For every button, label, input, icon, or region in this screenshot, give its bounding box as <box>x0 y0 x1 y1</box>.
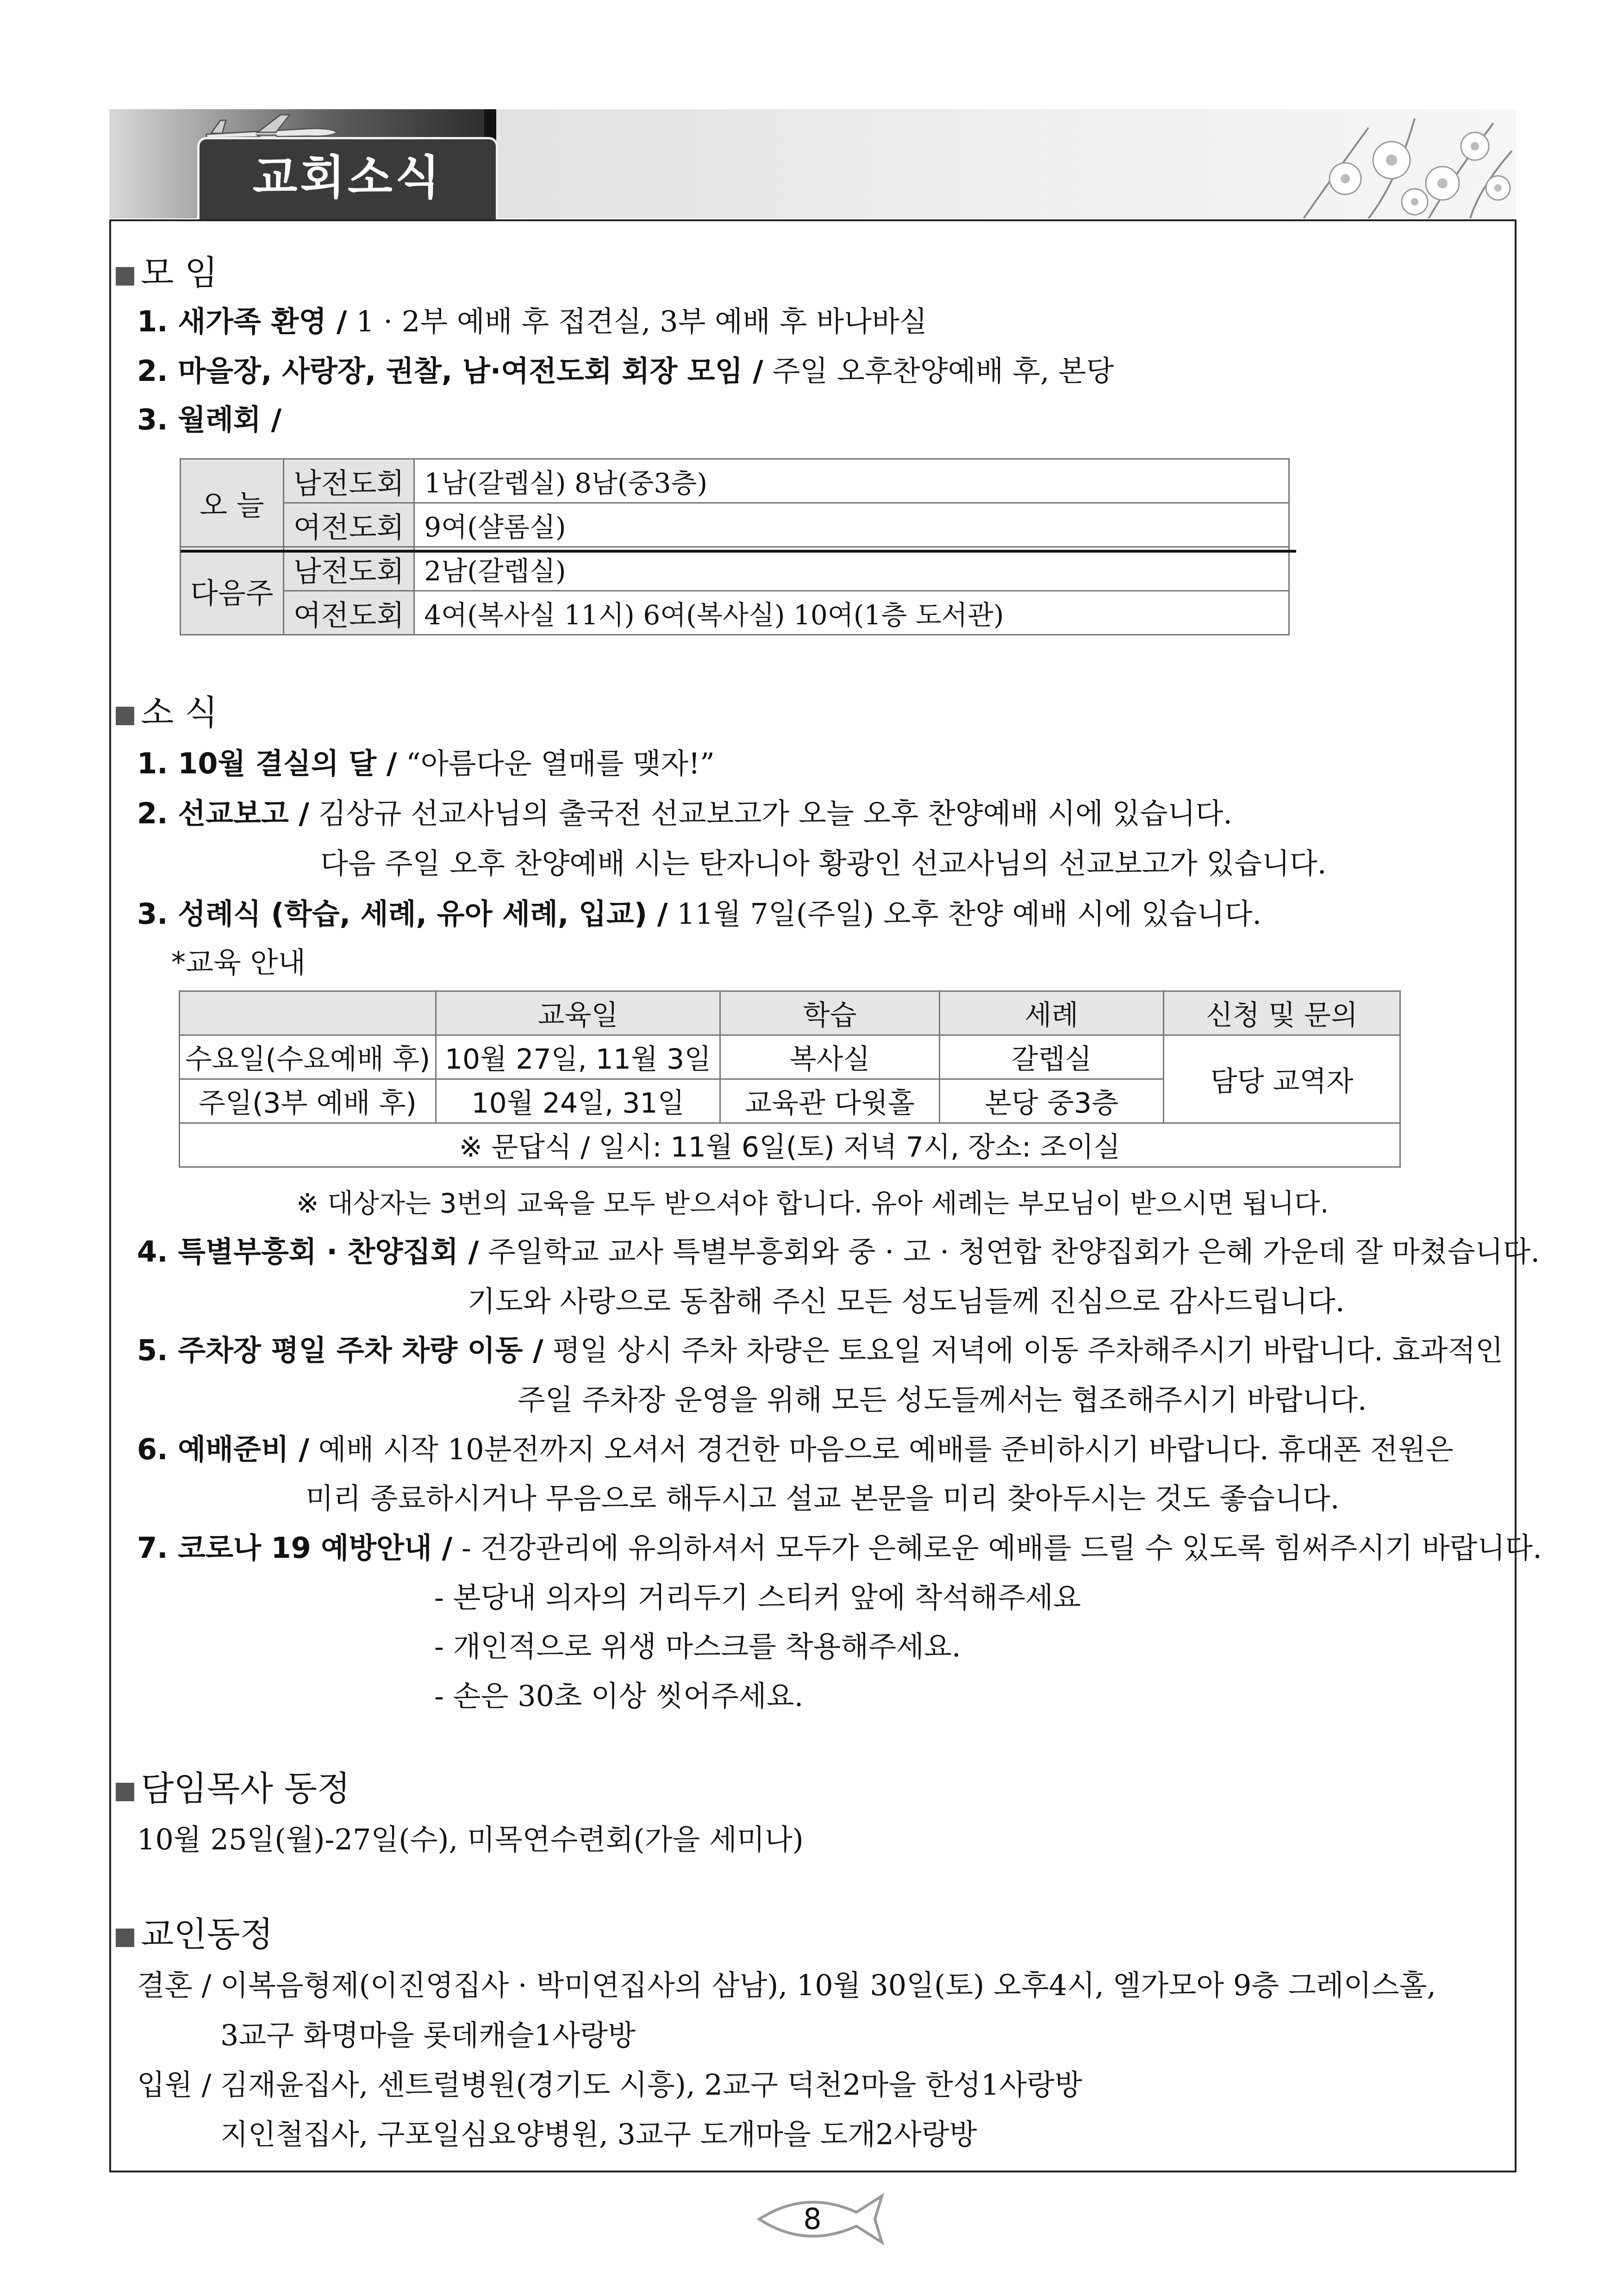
header-cell: 세례 <box>940 991 1164 1035</box>
page-number: 8 <box>803 2202 822 2236</box>
cell: 갈렙실 <box>940 1035 1164 1079</box>
cell: 주일(3부 예배 후) <box>180 1079 436 1123</box>
news-item-6: 6. 예배준비 / 예배 시작 10분전까지 오셔서 경건한 마음으로 예배를 준비하시기 바랍니다. 휴대폰 전원은 <box>137 1432 1454 1466</box>
header-cell: 교육일 <box>436 991 720 1035</box>
news-item-3: 3. 성례식 (학습, 세례, 유아 세례, 입교) / 11월 7일(주일) 오후 찬양 예배 시에 있습니다. <box>137 897 1262 931</box>
meeting-item-3: 3. 월례회 / <box>137 403 282 436</box>
cell: 10월 24일, 31일 <box>436 1079 720 1123</box>
news-item-5-cont: 주일 주차장 운영을 위해 모든 성도들께서는 협조해주시기 바랍니다. <box>518 1383 1367 1417</box>
flower-decoration-icon <box>1276 109 1517 218</box>
bullet-square-icon <box>116 1783 134 1801</box>
cell: 수요일(수요예배 후) <box>180 1035 436 1079</box>
list-item: - 손은 30초 이상 씻어주세요. <box>434 1679 804 1713</box>
section-heading-members: 교인동정 <box>116 1916 273 1953</box>
detail-cell: 9여(샬롬실) <box>414 503 1289 547</box>
table-footer: ※ 문답식 / 일시: 11월 6일(토) 저녁 7시, 장소: 조이실 <box>180 1123 1400 1167</box>
cell: 본당 중3층 <box>940 1079 1164 1123</box>
news-item-1: 1. 10월 결실의 달 / “아름다운 열매를 맺자!” <box>137 747 715 780</box>
education-table <box>179 990 1401 1168</box>
detail-cell: 4여(복사실 11시) 6여(복사실) 10여(1층 도서관) <box>414 591 1289 635</box>
pastor-schedule: 10월 25일(월)-27일(수), 미목연수련회(가을 세미나) <box>137 1823 804 1856</box>
bullet-square-icon <box>116 1929 134 1947</box>
cell: 교육관 다윗홀 <box>720 1079 940 1123</box>
news-item-4-cont: 기도와 사랑으로 동참해 주신 모든 성도님들께 진심으로 감사드립니다. <box>468 1284 1345 1318</box>
news-item-4: 4. 특별부흥회 · 찬양집회 / 주일학교 교사 특별부흥회와 중 · 고 · 청연합 찬양집회가 은혜 가운데 잘 마쳤습니다. <box>137 1235 1540 1269</box>
table-row <box>180 991 1400 1035</box>
today-label: 오 늘 <box>181 459 284 547</box>
detail-cell: 2남(갈렙실) <box>414 547 1289 591</box>
monthly-meeting-table <box>180 458 1290 635</box>
list-item: 지인철집사, 구포일심요양병원, 3교구 도개마을 도개2사랑방 <box>220 2117 977 2151</box>
meeting-item-1: 1. 새가족 환영 / 1 · 2부 예배 후 접견실, 3부 예배 후 바나바실 <box>137 305 927 338</box>
group-cell: 여전도회 <box>283 503 414 547</box>
news-item-2: 2. 선교보고 / 김상규 선교사님의 출국전 선교보고가 오늘 오후 찬양예배 시에 있습니다. <box>137 796 1232 830</box>
list-item: 입원 / 김재윤집사, 센트럴병원(경기도 시흥), 2교구 덕천2마을 한성1사랑방 <box>137 2068 1082 2102</box>
cell: 복사실 <box>720 1035 940 1079</box>
header-cell: 학습 <box>720 991 940 1035</box>
table-row <box>181 591 1289 635</box>
section-heading-pastor: 담임목사 동정 <box>116 1770 350 1807</box>
education-title: *교육 안내 <box>171 946 306 979</box>
education-note: ※ 대상자는 3번의 교육을 모두 받으셔야 합니다. 유아 세례는 부모님이 받으시면 됩니다. <box>296 1188 1329 1219</box>
header-banner <box>109 109 1517 218</box>
bullet-square-icon <box>116 707 134 725</box>
header-cell: 신청 및 문의 <box>1164 991 1400 1035</box>
meeting-item-2: 2. 마을장, 사랑장, 권찰, 남·여전도회 회장 모임 / 주일 오후찬양예배 후, 본당 <box>137 354 1114 388</box>
bullet-square-icon <box>116 267 134 286</box>
table-row <box>181 547 1289 591</box>
section-heading-news: 소 식 <box>116 694 218 731</box>
news-item-2-cont: 다음 주일 오후 찬양예배 시는 탄자니아 황광인 선교사님의 선교보고가 있습니다. <box>320 846 1327 880</box>
list-item: 결혼 / 이복음형제(이진영집사 · 박미연집사의 삼남), 10월 30일(토) 오후4시, 엘가모아 9층 그레이스홀, <box>137 1968 1436 2002</box>
header-cell <box>180 991 436 1035</box>
table-row <box>181 459 1289 503</box>
detail-cell: 1남(갈렙실) 8남(중3층) <box>414 459 1289 503</box>
news-item-7: 7. 코로나 19 예방안내 / - 건강관리에 유의하셔서 모두가 은혜로운 예배를 드릴 수 있도록 힘써주시기 바랍니다. <box>137 1531 1542 1565</box>
table-divider <box>181 550 1296 553</box>
table-row <box>180 1123 1400 1167</box>
list-item: - 본당내 의자의 거리두기 스티커 앞에 착석해주세요 <box>434 1580 1081 1614</box>
table-row <box>180 1035 1400 1079</box>
list-item: - 개인적으로 위생 마스크를 착용해주세요. <box>434 1630 961 1663</box>
table-row <box>181 503 1289 547</box>
group-cell: 남전도회 <box>283 547 414 591</box>
page-title: 교회소식 <box>197 137 498 221</box>
section-heading-meeting: 모 임 <box>116 255 218 292</box>
group-cell: 남전도회 <box>283 459 414 503</box>
list-item: 3교구 화명마을 롯데캐슬1사랑방 <box>220 2018 636 2052</box>
cell: 10월 27일, 11월 3일 <box>436 1035 720 1079</box>
contact-cell: 담당 교역자 <box>1164 1035 1400 1123</box>
group-cell: 여전도회 <box>283 591 414 635</box>
news-item-6-cont: 미리 종료하시거나 무음으로 해두시고 설교 본문을 미리 찾아두시는 것도 좋습니다. <box>306 1481 1340 1515</box>
next-week-label: 다음주 <box>181 547 284 635</box>
news-item-5: 5. 주차장 평일 주차 차량 이동 / 평일 상시 주차 차량은 토요일 저녁에 이동 주차해주시기 바랍니다. 효과적인 <box>137 1333 1504 1367</box>
